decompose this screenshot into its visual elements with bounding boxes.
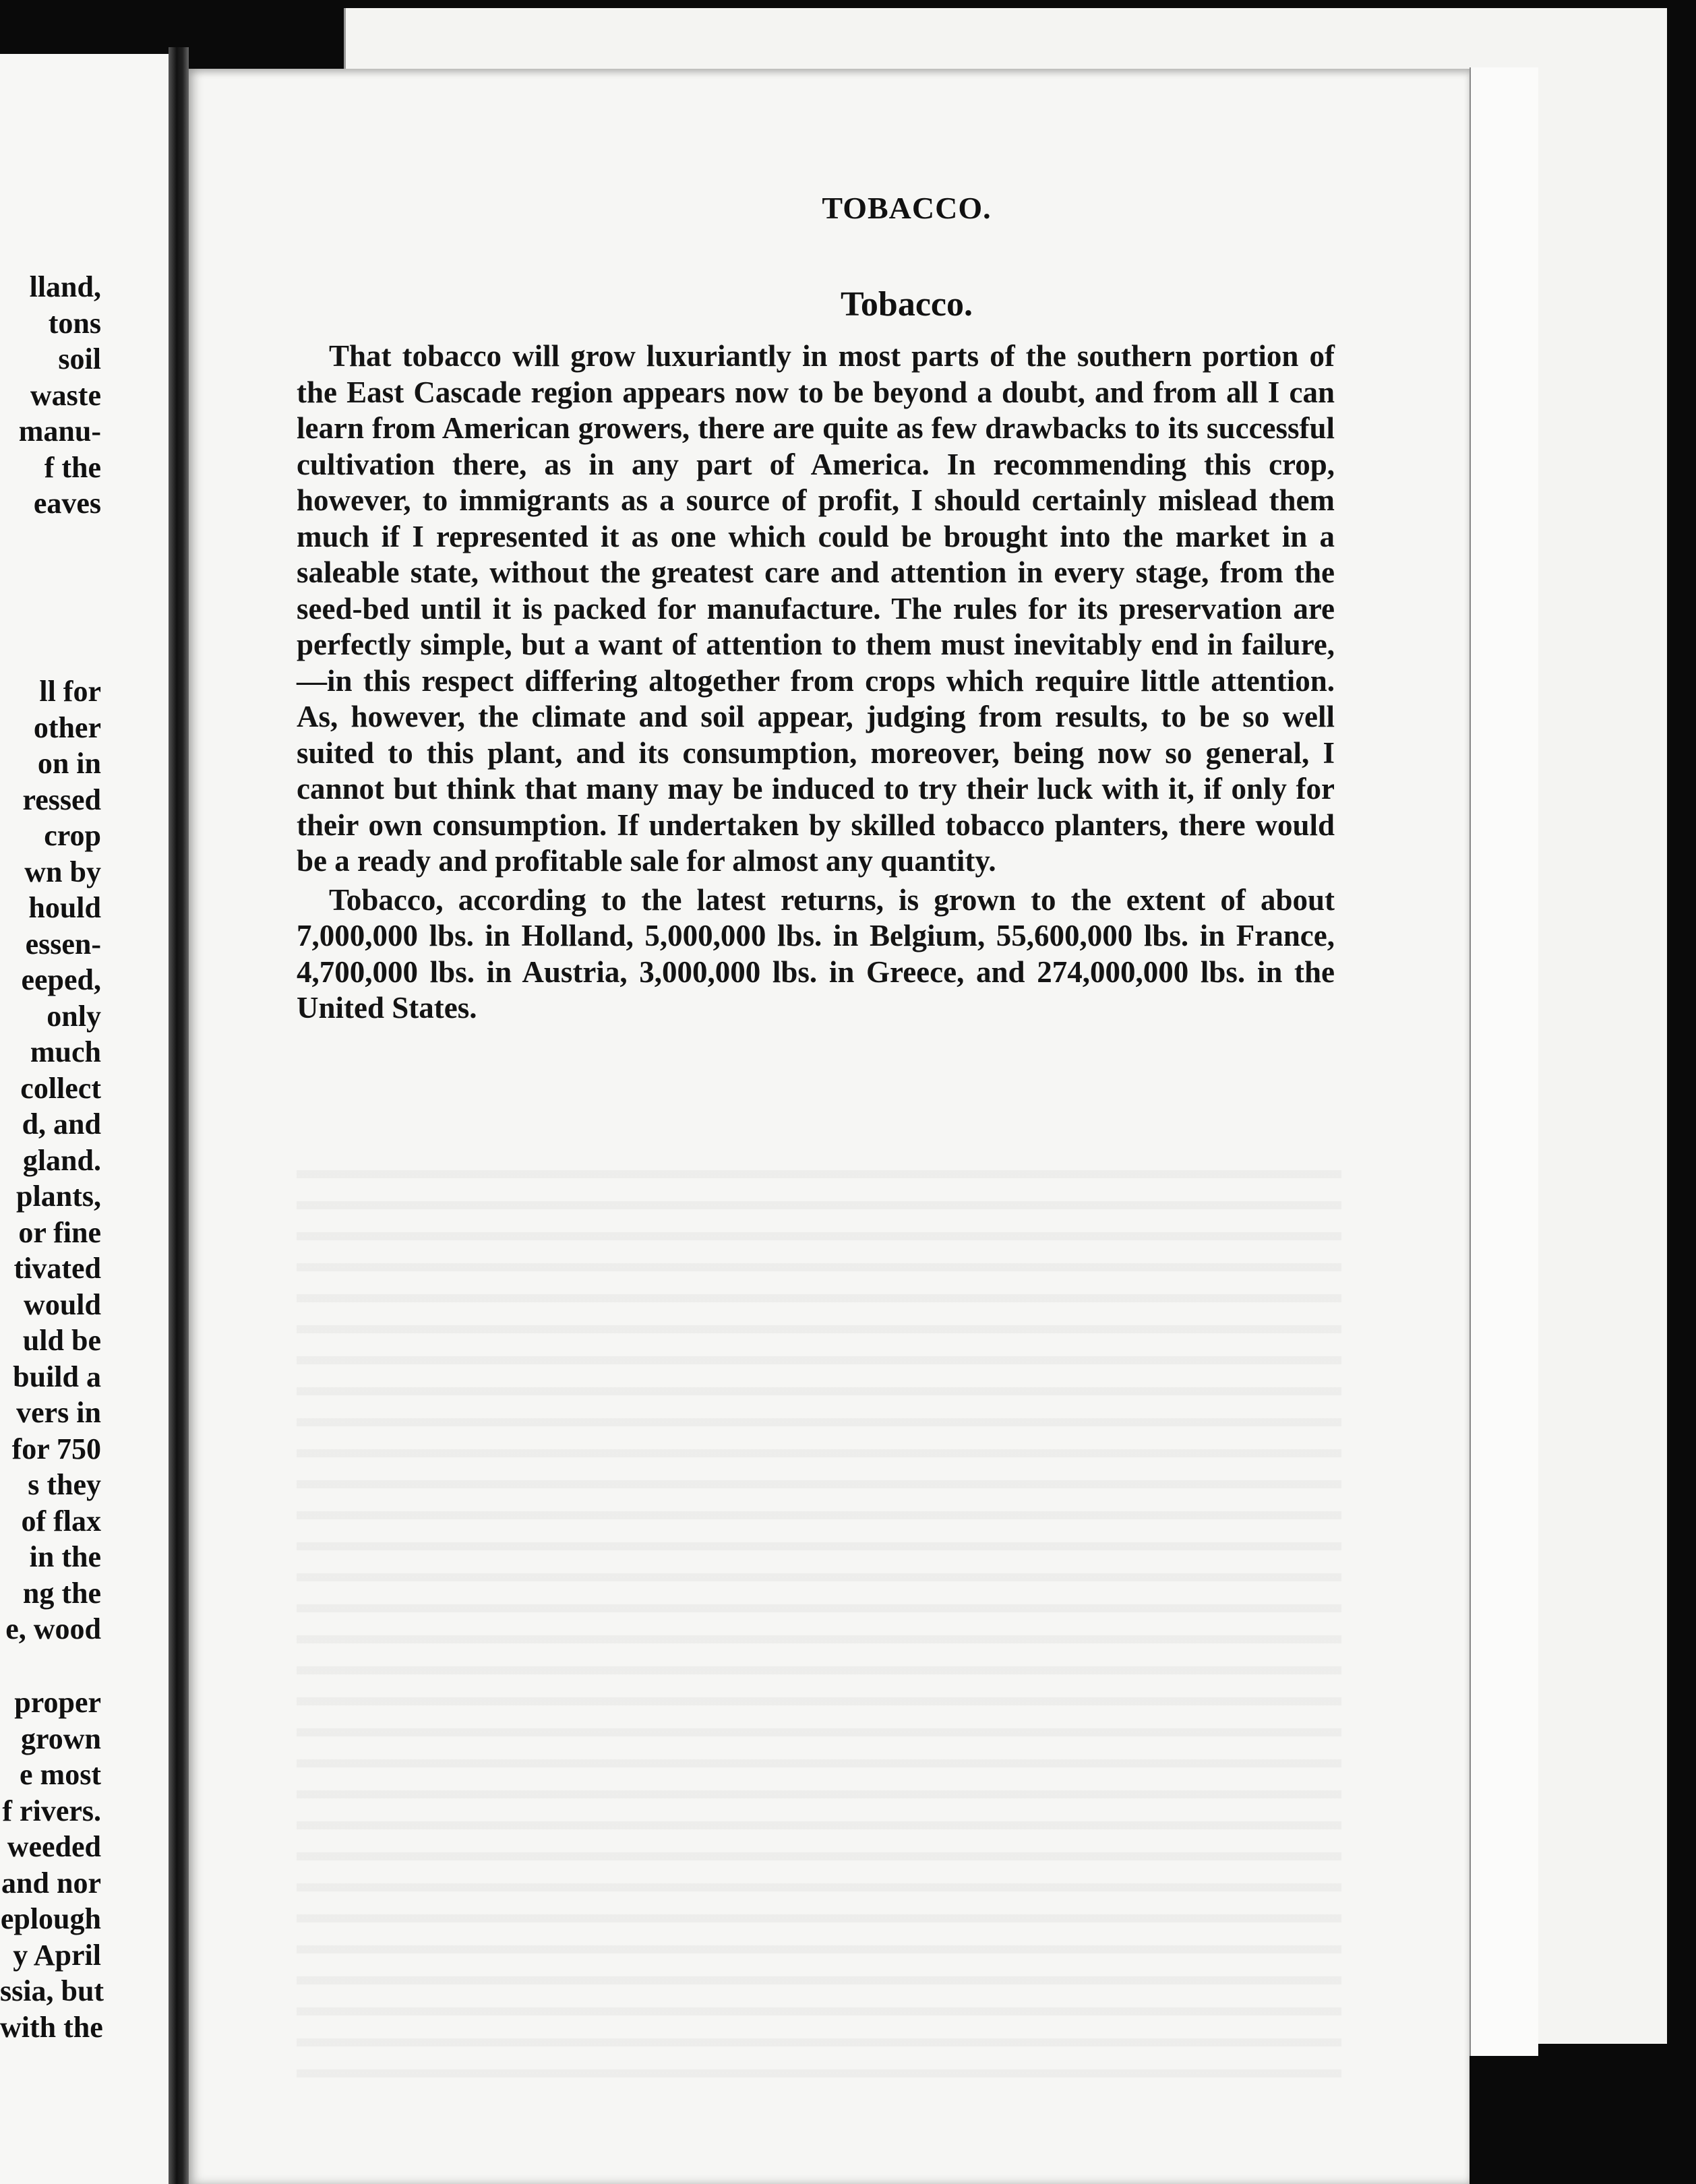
left-page bbox=[0, 54, 169, 2184]
left-page-fragment: tons bbox=[48, 306, 101, 340]
left-page-fragment: gland. bbox=[22, 1143, 101, 1177]
left-page-fragment: on in bbox=[37, 747, 101, 780]
left-page-fragment: d, and bbox=[22, 1108, 101, 1141]
left-page-fragment: f rivers. bbox=[2, 1794, 101, 1827]
left-page-fragment: proper bbox=[14, 1686, 101, 1719]
left-page-fragment: plants, bbox=[16, 1180, 101, 1213]
right-page-edge bbox=[1470, 67, 1538, 2056]
left-page-fragment: eplough bbox=[0, 1902, 101, 1935]
left-page-fragment: wn by bbox=[24, 855, 101, 888]
left-page-fragment: crop bbox=[44, 819, 101, 852]
left-page-fragment: tivated bbox=[13, 1252, 101, 1285]
left-page-fragment: much bbox=[30, 1035, 101, 1068]
left-page-fragment: grown bbox=[21, 1722, 101, 1755]
left-page-fragment: weeded bbox=[7, 1830, 101, 1863]
page-header bbox=[290, 190, 1523, 251]
left-page-fragment: for 750 bbox=[11, 1432, 101, 1465]
left-page-fragment: eaves bbox=[33, 487, 101, 520]
left-page-fragment: manu- bbox=[18, 415, 101, 448]
left-page-fragment: lland, bbox=[29, 270, 101, 303]
left-page-fragment: collect bbox=[20, 1071, 101, 1105]
left-page-fragment: hould bbox=[28, 891, 101, 924]
article-title: Tobacco. bbox=[841, 285, 973, 324]
left-page-fragment: build a bbox=[13, 1360, 101, 1393]
left-page-fragment: other bbox=[33, 710, 101, 744]
main-page bbox=[189, 69, 1470, 2184]
left-page-fragment: waste bbox=[30, 378, 101, 412]
left-page-fragment: with the bbox=[0, 2010, 103, 2044]
left-page-fragment: y April bbox=[13, 1938, 101, 1972]
left-page-fragment: eeped, bbox=[21, 963, 101, 996]
left-page-fragment: ssia, but bbox=[0, 1974, 104, 2007]
left-page-fragment: s they bbox=[28, 1468, 101, 1501]
left-page-fragment: uld be bbox=[22, 1324, 101, 1357]
left-page-fragment: f the bbox=[44, 450, 101, 484]
left-page-fragment: e most bbox=[20, 1758, 101, 1791]
left-page-fragment: e, wood bbox=[5, 1612, 101, 1645]
left-page-fragment: would bbox=[24, 1287, 101, 1321]
left-page-fragment: vers in bbox=[16, 1396, 101, 1429]
left-page-fragment: of flax bbox=[21, 1504, 101, 1538]
article-body bbox=[297, 338, 1335, 1027]
running-head: TOBACCO. bbox=[822, 191, 992, 225]
left-page-fragment: ressed bbox=[22, 783, 101, 816]
left-page-fragment: and nor bbox=[1, 1866, 101, 1900]
left-page-fragment: ng the bbox=[22, 1576, 101, 1610]
left-page-fragment: ll for bbox=[39, 675, 101, 708]
left-page-fragment: in the bbox=[29, 1540, 101, 1573]
left-page-fragment: only bbox=[47, 999, 101, 1033]
paragraph: That tobacco will grow luxuriantly in most parts of the southern portion of the East Cascade region appears now to be beyond a doubt, and from all I can learn from American growers, there are quite as few drawbacks to its successful cultivation there, as in any part of America. In recommending this crop, however, to immigrants as a source of profit, I should certainly mislead them much if I represented it as one which could be brought into the market in a saleable state, without the greatest care and attention in every stage, from the seed-bed until it is packed for manufacture. The rules for its preservation are perfectly simple, but a want of attention to them must inevitably end in failure,—in this respect differing altogether from crops which require little attention. As, however, the climate and soil appear, judging from results, to be so well suited to this plant, and its consumption, moreover, being now so general, I cannot but think that many may be induced to try their luck with it, if only for their own consumption. If undertaken by skilled tobacco planters, there would be a ready and profitable sale for almost any quantity. bbox=[297, 339, 1335, 878]
left-page-fragment: or fine bbox=[18, 1215, 101, 1249]
book-gutter bbox=[169, 47, 189, 2184]
left-page-fragment: soil bbox=[58, 342, 101, 375]
paragraph: Tobacco, according to the latest returns, is grown to the extent of about 7,000,000 lbs. in Holland, 5,000,000 lbs. in Belgium, 55,600,000 lbs. in France, 4,700,000 lbs. in Austria, 3,000,000 lbs. in Greece, and 274,000,000 lbs. in the United States. bbox=[297, 882, 1335, 1025]
bleed-through-text bbox=[297, 1147, 1341, 2091]
left-page-fragment: essen- bbox=[25, 927, 101, 961]
